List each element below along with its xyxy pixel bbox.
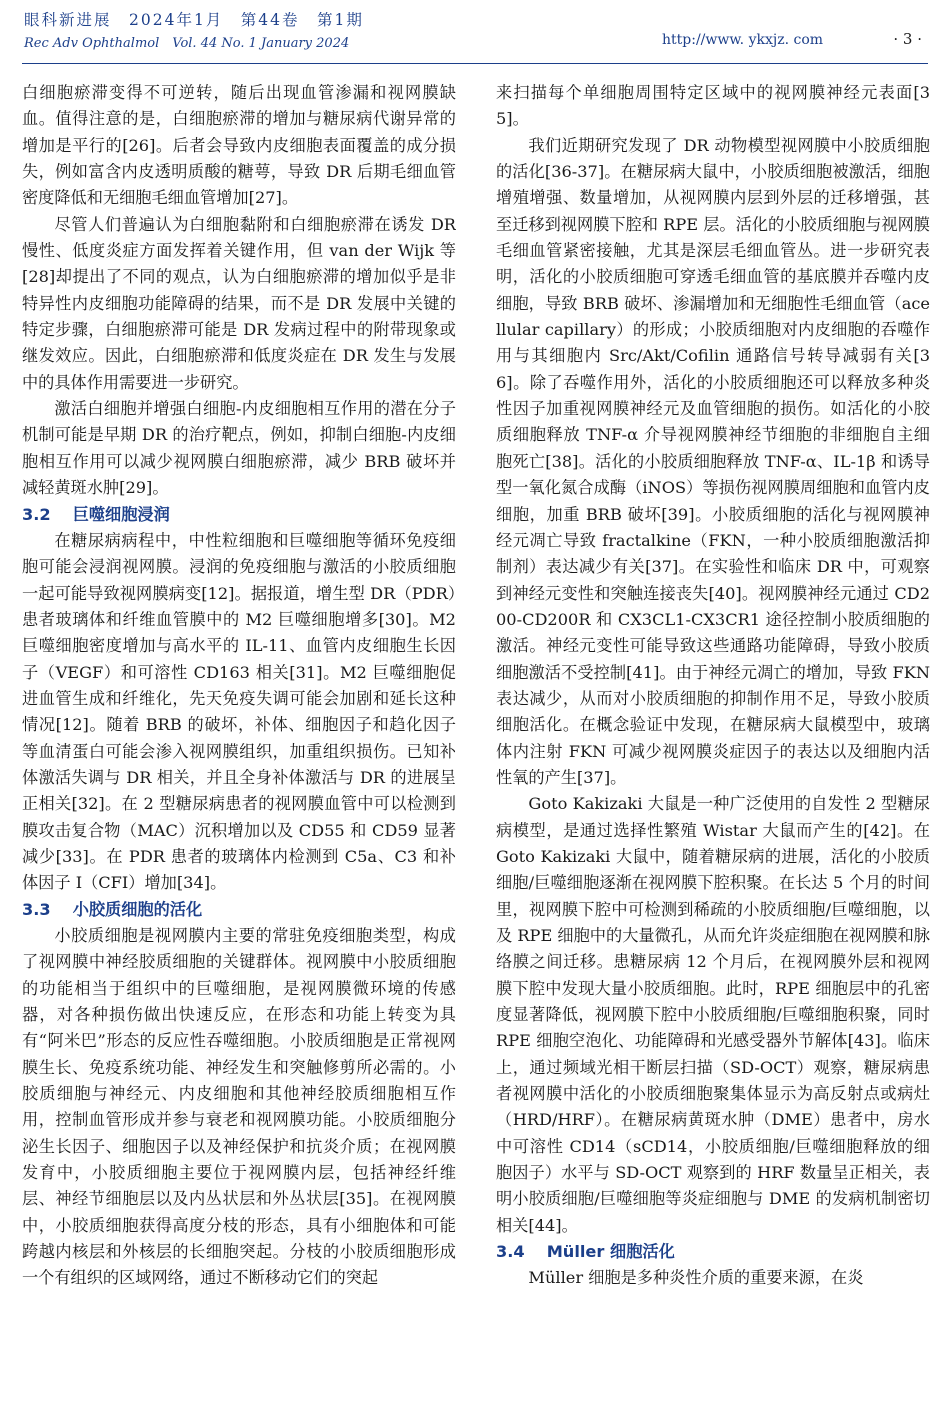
section-number: 3.3 (22, 899, 51, 919)
paragraph: 小胶质细胞是视网膜内主要的常驻免疫细胞类型，构成了视网膜中神经胶质细胞的关键群体。视网膜中小胶质细胞的功能相当于组织中的巨噬细胞，是视网膜微环境的传感器，对各种损伤做出快速反应，在形态和功能上转变为具有“阿米巴”形态的反应性吞噬细胞。小胶质细胞是正常视网膜生长、免疫系统功能、神经发生和突触修剪所必需的。小胶质细胞与神经元、内皮细胞和其他神经胶质细胞相互作用，控制血管形成并参与衰老和视网膜功能。小胶质细胞分泌生长因子、细胞因子以及神经保护和抗炎介质；在视网膜发育中，小胶质细胞主要位于视网膜内层，包括神经纤维层、神经节细胞层以及内丛状层和外丛状层[35]。在视网膜中，小胶质细胞获得高度分枝的形态，具有小细胞体和可能跨越内核层和外核层的长细胞突起。分枝的小胶质细胞形成一个有组织的区域网络，通过不断移动它们的突起 (22, 926, 456, 1288)
paragraph: 激活白细胞并增强白细胞-内皮细胞相互作用的潜在分子机制可能是早期 DR 的治疗靶点，例如，抑制白细胞-内皮细胞相互作用可以减少视网膜白细胞瘀滞，减少 BRB 破坏并减轻黄斑水肿[29]。 (22, 399, 456, 498)
journal-url-link[interactable]: http://www. ykxjz. com (662, 32, 824, 48)
left-column (22, 80, 456, 1400)
header-divider (22, 63, 928, 64)
paragraph: 尽管人们普遍认为白细胞黏附和白细胞瘀滞在诱发 DR 慢性、低度炎症方面发挥着关键作用，但 van der Wijk 等[28]却提出了不同的观点，认为白细胞瘀滞的增加似乎是非特异性内皮细胞功能障碍的结果，而不是 DR 发展中关键的特定步骤，白细胞瘀滞可能是 DR 发病过程中的附带现象或继发效应。因此，白细胞瘀滞和低度炎症在 DR 发生与发展中的具体作用需要进一步研究。 (22, 214, 456, 392)
paragraph: 在糖尿病病程中，中性粒细胞和巨噬细胞等循环免疫细胞可能会浸润视网膜。浸润的免疫细胞与激活的小胶质细胞一起可能导致视网膜病变[12]。据报道，增生型 DR（PDR）患者玻璃体和纤维血管膜中的 M2 巨噬细胞增多[30]。M2 巨噬细胞密度增加与高水平的 IL-11、血管内皮细胞生长因子（VEGF）和可溶性 CD163 相关[31]。M2 巨噬细胞促进血管生成和纤维化，先天免疫失调可能会加剧和延长这种情况[12]。随着 BRB 的破坏，补体、细胞因子和趋化因子等血清蛋白可能会渗入视网膜组织，加重组织损伤。已知补体激活失调与 DR 相关，并且全身补体激活与 DR 的进展呈正相关[32]。在 2 型糖尿病患者的视网膜血管中可以检测到膜攻击复合物（MAC）沉积增加以及 CD55 和 CD59 显著减少[33]。在 PDR 患者的玻璃体内检测到 C5a、C3 和补体因子 I（CFI）增加[34]。 (22, 530, 456, 893)
paragraph: Goto Kakizaki 大鼠是一种广泛使用的自发性 2 型糖尿病模型，是通过选择性繁殖 Wistar 大鼠而产生的[42]。在 Goto Kakizaki 大鼠中，随着糖尿病的进展，活化的小胶质细胞/巨噬细胞逐渐在视网膜下腔积聚。在长达 5 个月的时间里，视网膜下腔中可检测到稀疏的小胶质细胞/巨噬细胞，以及 RPE 细胞中的大量微孔，从而允许炎症细胞在视网膜和脉络膜之间迁移。患糖尿病 12 个月后，在视网膜外层和视网膜下腔中发现大量小胶质细胞。此时，RPE 细胞层中的孔密度显著降低，视网膜下腔中小胶质细胞/巨噬细胞积聚，同时 RPE 细胞空泡化、功能障碍和光感受器外节解体[43]。临床上，通过频域光相干断层扫描（SD-OCT）观察，糖尿病患者视网膜中活化的小胶质细胞聚集体显示为高反射点或病灶（HRD/HRF）。在糖尿病黄斑水肿（DME）患者中，房水中可溶性 CD14（sCD14，小胶质细胞/巨噬细胞释放的细胞因子）水平与 SD-OCT 观察到的 HRF 数量呈正相关，表明小胶质细胞/巨噬细胞等炎症细胞与 DME 的发病机制密切相关[44]。 (496, 794, 930, 1235)
paragraph: 来扫描每个单细胞周围特定区域中的视网膜神经元表面[35]。 (496, 83, 930, 129)
section-heading-3-4 (496, 1239, 930, 1265)
right-column (496, 80, 930, 1400)
section-title: 巨噬细胞浸润 (72, 504, 170, 524)
section-heading-3-2 (22, 502, 456, 528)
section-title: Müller 细胞活化 (546, 1242, 675, 1262)
paragraph: Müller 细胞是多种炎性介质的重要来源，在炎 (528, 1268, 864, 1288)
section-number: 3.2 (22, 504, 51, 524)
section-number: 3.4 (496, 1242, 525, 1262)
paragraph: 我们近期研究发现了 DR 动物模型视网膜中小胶质细胞的活化[36-37]。在糖尿病大鼠中，小胶质细胞被激活，细胞增殖增强、数量增加，从视网膜内层到外层的迁移增强，甚至迁移到视网膜下腔和 RPE 层。活化的小胶质细胞与视网膜毛细血管紧密接触，尤其是深层毛细血管丛。进一步研究表明，活化的小胶质细胞可穿透毛细血管的基底膜并吞噬内皮细胞，导致 BRB 破坏、渗漏增加和无细胞性毛细血管（acellular capillary）的形成；小胶质细胞对内皮细胞的吞噬作用与其细胞内 Src/Akt/Cofilin 通路信号转导减弱有关[36]。除了吞噬作用外，活化的小胶质细胞还可以释放多种炎性因子加重视网膜神经元及血管细胞的损伤。如活化的小胶质细胞释放 TNF-α 介导视网膜神经节细胞的非细胞自主细胞死亡[38]。活化的小胶质细胞释放 TNF-α、IL-1β 和诱导型一氧化氮合成酶（iNOS）等损伤视网膜周细胞和血管内皮细胞，加重 BRB 破坏[39]。小胶质细胞的活化与视网膜神经元凋亡导致 fractalkine（FKN，一种小胶质细胞激活抑制剂）表达减少有关[37]。在实验性和临床 DR 中，可观察到神经元变性和突触连接丧失[40]。视网膜神经元通过 CD200-CD200R 和 CX3CL1-CX3CR1 途径控制小胶质细胞的激活。神经元变性可能导致这些通路功能障碍，导致小胶质细胞激活不受控制[41]。由于神经元凋亡的增加，导致 FKN 表达减少，从而对小胶质细胞的抑制作用不足，导致小胶质细胞活化。在概念验证中发现，在糖尿病大鼠模型中，玻璃体内注射 FKN 可减少视网膜炎症因子的表达以及细胞内活性氧的产生[37]。 (496, 135, 930, 787)
paragraph: 白细胞瘀滞变得不可逆转，随后出现血管渗漏和视网膜缺血。值得注意的是，白细胞瘀滞的增加与糖尿病代谢异常的增加是平行的[26]。后者会导致内皮细胞表面覆盖的成分损失，例如富含内皮透明质酸的糖萼，导致 DR 后期毛细血管密度降低和无细胞毛细血管增加[27]。 (22, 83, 456, 208)
section-title: 小胶质细胞的活化 (72, 899, 203, 919)
section-heading-3-3 (22, 897, 456, 923)
journal-title-cn: 眼科新进展 2024年1月 第44卷 第1期 (24, 11, 364, 29)
page-number: · 3 · (893, 30, 922, 48)
journal-title-en: Rec Adv Ophthalmol Vol. 44 No. 1 January 2024 (24, 36, 350, 51)
page-header (24, 6, 926, 64)
